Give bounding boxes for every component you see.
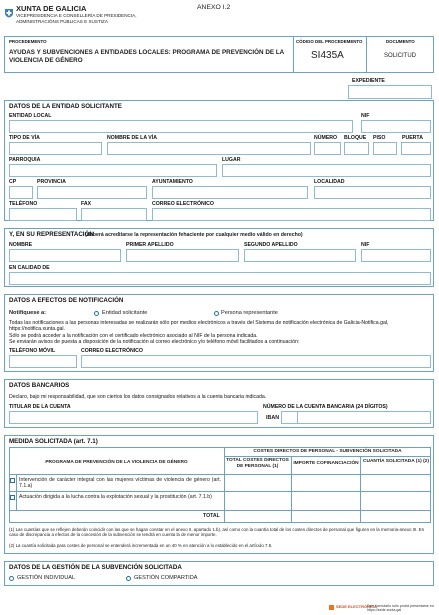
correo-field[interactable] (152, 208, 431, 221)
gestion-individual-label: GESTIÓN INDIVIDUAL (17, 575, 76, 581)
annex-label: ANEXO I.2 (197, 4, 231, 11)
label-nombre-via: NOMBRE DE LA VÍA (107, 135, 157, 141)
radio-entidad-label: Entidad solicitante (102, 310, 148, 316)
procedure-divider-2 (366, 36, 367, 73)
col-total-header: TOTAL COSTES DIRECTOS DE PERSONAL (1) (226, 458, 289, 469)
entity-title: DATOS DE LA ENTIDAD SOLICITANTE (9, 103, 122, 110)
label-fax: FAX (81, 201, 92, 207)
row2-checkbox[interactable] (10, 495, 15, 500)
label-entidad-local: ENTIDAD LOCAL (9, 113, 52, 119)
rep-nif-field[interactable] (361, 249, 431, 262)
nombre-via-field[interactable] (107, 142, 311, 155)
radio-representante-label: Persona representante (221, 310, 278, 316)
numero-field[interactable] (314, 142, 341, 155)
notification-title: DATOS A EFECTOS DE NOTIFICACIÓN (9, 297, 124, 304)
document-label: DOCUMENTO (386, 39, 415, 44)
tipo-via-field[interactable] (9, 142, 102, 155)
notification-text-2: Sólo se podrá acceder a la notificación con el certificado electrónico asociado al NIF de la persona indicada. (9, 333, 258, 339)
table-line-h4 (9, 510, 431, 511)
label-localidad: LOCALIDAD (314, 179, 345, 185)
bank-title: DATOS BANCARIOS (9, 382, 70, 389)
rep-apellido2-field[interactable] (244, 249, 356, 262)
iban-field[interactable] (281, 411, 431, 424)
procedure-divider-1 (293, 36, 294, 73)
ayuntamiento-field[interactable] (152, 186, 308, 199)
radio-representante[interactable] (214, 311, 219, 316)
notif-correo-field[interactable] (81, 355, 431, 368)
label-piso: PISO (373, 135, 386, 141)
label-provincia: PROVINCIA (37, 179, 66, 185)
note-2: (2) La cuantía solicitada para costes de personal se entenderá incrementada en un 40 % en atención a lo establecido en el artículo 7.5. (9, 543, 273, 548)
management-title: DATOS DE LA GESTIÓN DE LA SUBVENCIÓN SOLICITADA (9, 564, 182, 571)
label-cp: CP (9, 179, 17, 185)
localidad-field[interactable] (314, 186, 431, 199)
table-line-h2 (9, 474, 431, 475)
notifiquese-label: Notifíquese a: (9, 310, 46, 316)
label-movil: TELÉFONO MÓVIL (9, 348, 56, 354)
table-line-h1 (224, 456, 431, 457)
document-value: SOLICITUD (384, 53, 417, 59)
org-name: XUNTA DE GALICIA (16, 4, 87, 13)
measure-title: MEDIDA SOLICITADA (art. 7.1) (9, 438, 98, 445)
label-numero: NÚMERO (314, 135, 338, 141)
sede-label: SEDE ELECTRÓNICA (336, 604, 377, 609)
sede-text: Este formulario sólo podrá presentarse en https://sede.xunta.gal (367, 604, 434, 613)
parroquia-field[interactable] (9, 164, 217, 177)
label-iban: IBAN (266, 415, 280, 421)
bank-declaration: Declaro, bajo mi responsabilidad, que son ciertos los datos consignados relativos a la cuenta bancaria indicada. (9, 394, 267, 400)
label-lugar: LUGAR (222, 157, 241, 163)
expediente-label: EXPEDIENTE (352, 78, 385, 84)
row1-label: Intervención de carácter integral con las mujeres víctimas de violencia de género (art. 7.1.a) (19, 477, 221, 490)
col-cuantia-header: CUANTÍA SOLICITADA (1) (2) (363, 459, 429, 464)
representation-title: Y, EN SU REPRESENTACIÓN (9, 231, 94, 238)
iban-divider (297, 411, 298, 424)
total-label: TOTAL (203, 513, 220, 519)
table-line-v3 (360, 456, 361, 523)
label-ayuntamiento: AYUNTAMIENTO (152, 179, 193, 185)
rep-nombre-field[interactable] (9, 249, 121, 262)
label-telefono: TELÉFONO (9, 201, 38, 207)
fax-field[interactable] (81, 208, 147, 221)
bloque-field[interactable] (344, 142, 369, 155)
label-tipo-via: TIPO DE VÍA (9, 135, 40, 141)
code-value: SI435A (311, 50, 344, 61)
notification-text-3: Se enviarán avisos de puesta a disposición de la notificación al correo electrónico y/o teléfono móvil facilitados a continuación: (9, 339, 300, 345)
gestion-compartida-label: GESTIÓN COMPARTIDA (134, 575, 198, 581)
label-segundo-apellido: SEGUNDO APELLIDO (244, 242, 298, 248)
movil-field[interactable] (9, 355, 77, 368)
label-numero-cuenta: NÚMERO DE LA CUENTA BANCARIA (24 DÍGITOS) (263, 404, 388, 410)
sede-icon (329, 605, 334, 610)
notification-text-1: Todas las notificaciones a las personas interesadas se realizarán sólo por medios electrónicos a través del Sistema de notificación electrónica de Galicia-Notifica.gal, https://notifica.xunta.gal. (9, 320, 389, 333)
code-label: CÓDIGO DEL PROCEDEMENTO (296, 39, 363, 44)
nif-field[interactable] (361, 120, 431, 133)
rep-calidad-field[interactable] (9, 272, 431, 285)
table-line-v4 (16, 474, 17, 510)
label-parroquia: PARROQUIA (9, 157, 41, 163)
label-en-calidad: EN CALIDAD DE (9, 265, 50, 271)
radio-gestion-compartida[interactable] (126, 576, 131, 581)
dept-line-2: ADMINISTRACIÓNS PÚBLICAS E XUSTIZA (16, 19, 108, 24)
entidad-local-field[interactable] (9, 120, 353, 133)
cp-field[interactable] (9, 186, 33, 199)
row2-label: Actuación dirigida a la lucha contra la explotación sexual y la prostitución (art. 7.1.b) (19, 494, 212, 500)
label-titular: TITULAR DE LA CUENTA (9, 404, 71, 410)
col-group-header: COSTES DIRECTOS DE PERSONAL - SUBVENCIÓN SOLICITADA (253, 449, 402, 454)
table-line-v2 (291, 456, 292, 523)
puerta-field[interactable] (401, 142, 431, 155)
lugar-field[interactable] (222, 164, 431, 177)
piso-field[interactable] (373, 142, 397, 155)
col-program-header: PROGRAMA DE PREVENCIÓN DE LA VIOLENCIA DE GÉNERO (45, 460, 188, 465)
label-notif-correo: CORREO ELECTRÓNICO (81, 348, 143, 354)
expediente-field[interactable] (348, 85, 432, 99)
titular-field[interactable] (9, 411, 258, 424)
provincia-field[interactable] (37, 186, 147, 199)
rep-apellido1-field[interactable] (126, 249, 239, 262)
radio-gestion-individual[interactable] (9, 576, 14, 581)
label-puerta: PUERTA (402, 135, 423, 141)
entity-section (4, 100, 434, 221)
representation-note: (deberá acreditarse la representación fehaciente por cualquier medio válido en derecho) (85, 232, 303, 238)
label-correo: CORREO ELECTRÓNICO (152, 201, 214, 207)
telefono-field[interactable] (9, 208, 77, 221)
row1-checkbox[interactable] (10, 478, 15, 483)
label-primer-apellido: PRIMER APELLIDO (126, 242, 174, 248)
procedure-title: AYUDAS Y SUBVENCIONES A ENTIDADES LOCALES: PROGRAMA DE PREVENCIÓN DE LA VIOLENCIA DE GÉNERO (9, 49, 284, 64)
note-1: (1) Las cuantías que se reflejen deberán coincidir con las que se hagan constar en el anexo II, apartado 1.b), así como con la cuantía total de los costes directos de personal que figuren en la memoria-anexo III. En caso de discrepancia a efectos de la concesión de la subvención se tendrá en cuenta la de menor importe. (9, 527, 425, 538)
xunta-logo-icon (4, 5, 14, 15)
procedure-label: PROCEDEMENTO (9, 39, 47, 44)
label-bloque: BLOQUE (344, 135, 367, 141)
label-rep-nif: NIF (361, 242, 370, 248)
col-importe-header: IMPORTE COFINANCIACIÓN (293, 461, 359, 466)
label-nombre: NOMBRE (9, 242, 33, 248)
radio-entidad[interactable] (94, 311, 99, 316)
dept-line-1: VICEPRESIDENCIA E CONSELLERÍA DE PRESIDENCIA, (16, 13, 137, 18)
label-nif: NIF (361, 113, 370, 119)
table-line-h3 (9, 491, 431, 492)
